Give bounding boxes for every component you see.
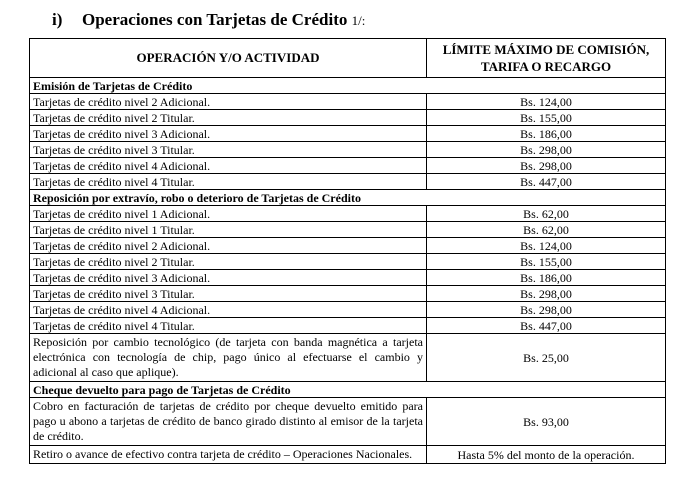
operation-cell: Tarjetas de crédito nivel 1 Adicional. (30, 206, 427, 222)
fees-table (29, 38, 666, 464)
heading-number: i) (52, 10, 63, 29)
table-row (30, 270, 666, 286)
limit-cell: Bs. 447,00 (427, 318, 666, 334)
operation-cell: Tarjetas de crédito nivel 4 Adicional. (30, 302, 427, 318)
limit-cell: Bs. 25,00 (427, 334, 666, 382)
limit-cell: Bs. 62,00 (427, 206, 666, 222)
limit-cell: Hasta 5% del monto de la operación. (427, 446, 666, 464)
operation-cell: Tarjetas de crédito nivel 2 Titular. (30, 110, 427, 126)
limit-cell: Bs. 447,00 (427, 174, 666, 190)
section-heading (52, 10, 365, 30)
table-row (30, 142, 666, 158)
section-title: Emisión de Tarjetas de Crédito (30, 78, 666, 94)
limit-cell: Bs. 298,00 (427, 142, 666, 158)
section-row-reposicion (30, 190, 666, 206)
heading-footnote: 1/: (351, 13, 366, 28)
table-row (30, 110, 666, 126)
operation-cell: Tarjetas de crédito nivel 4 Adicional. (30, 158, 427, 174)
heading-title: Operaciones con Tarjetas de Crédito (82, 10, 348, 29)
operation-cell: Tarjetas de crédito nivel 1 Titular. (30, 222, 427, 238)
limit-cell: Bs. 298,00 (427, 286, 666, 302)
table-row (30, 126, 666, 142)
limit-cell: Bs. 155,00 (427, 254, 666, 270)
header-operation: OPERACIÓN Y/O ACTIVIDAD (30, 39, 427, 78)
operation-cell: Reposición por cambio tecnológico (de tarjeta con banda magnética a tarjeta electrónica con tecnología de chip, pago único al efectuarse el cambio y adicional al caso que aplique). (30, 334, 427, 382)
section-title: Reposición por extravío, robo o deterioro de Tarjetas de Crédito (30, 190, 666, 206)
operation-cell: Tarjetas de crédito nivel 2 Adicional. (30, 94, 427, 110)
table-row (30, 302, 666, 318)
operation-cell: Tarjetas de crédito nivel 3 Adicional. (30, 270, 427, 286)
table-row (30, 286, 666, 302)
header-limit: LÍMITE MÁXIMO DE COMISIÓN, TARIFA O RECARGO (427, 39, 666, 78)
section-row-emision (30, 78, 666, 94)
operation-cell: Tarjetas de crédito nivel 3 Adicional. (30, 126, 427, 142)
table-row (30, 334, 666, 382)
table-row (30, 94, 666, 110)
operation-cell: Cobro en facturación de tarjetas de crédito por cheque devuelto emitido para pago u abono a tarjetas de crédito de banco girado distinto al emisor de la tarjeta de crédito. (30, 398, 427, 446)
limit-cell: Bs. 124,00 (427, 238, 666, 254)
limit-cell: Bs. 298,00 (427, 302, 666, 318)
limit-cell: Bs. 62,00 (427, 222, 666, 238)
table-row (30, 446, 666, 464)
limit-cell: Bs. 93,00 (427, 398, 666, 446)
section-title: Cheque devuelto para pago de Tarjetas de Crédito (30, 382, 666, 398)
limit-cell: Bs. 186,00 (427, 270, 666, 286)
operation-cell: Retiro o avance de efectivo contra tarjeta de crédito – Operaciones Nacionales. (30, 446, 427, 464)
operation-cell: Tarjetas de crédito nivel 2 Adicional. (30, 238, 427, 254)
operation-cell: Tarjetas de crédito nivel 3 Titular. (30, 286, 427, 302)
table-header-row (30, 39, 666, 78)
table-row (30, 318, 666, 334)
limit-cell: Bs. 186,00 (427, 126, 666, 142)
table-row (30, 398, 666, 446)
operation-cell: Tarjetas de crédito nivel 3 Titular. (30, 142, 427, 158)
table-row (30, 222, 666, 238)
limit-cell: Bs. 124,00 (427, 94, 666, 110)
operation-cell: Tarjetas de crédito nivel 4 Titular. (30, 318, 427, 334)
operation-cell: Tarjetas de crédito nivel 4 Titular. (30, 174, 427, 190)
table-row (30, 238, 666, 254)
limit-cell: Bs. 155,00 (427, 110, 666, 126)
table-row (30, 206, 666, 222)
table-row (30, 174, 666, 190)
limit-cell: Bs. 298,00 (427, 158, 666, 174)
operation-cell: Tarjetas de crédito nivel 2 Titular. (30, 254, 427, 270)
section-row-cheque (30, 382, 666, 398)
table-row (30, 158, 666, 174)
table-row (30, 254, 666, 270)
